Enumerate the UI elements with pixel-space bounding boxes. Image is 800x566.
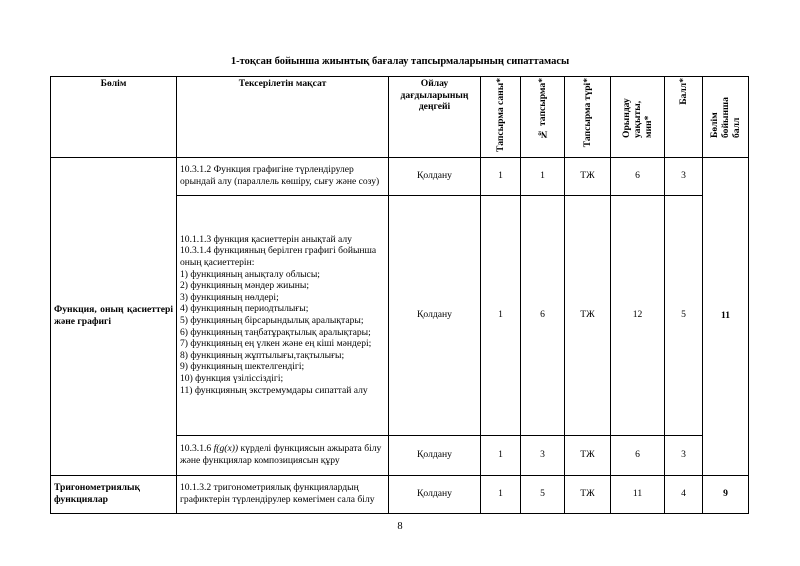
goal-line: 4) функцияның периодтылығы; [180, 303, 309, 315]
score-cell: 3 [665, 435, 703, 475]
page-title: 1-тоқсан бойынша жиынтық бағалау тапсырмаларының сипаттамасы [230, 56, 570, 67]
header-goal: Тексерілетін мақсат [177, 77, 389, 158]
goal-cell: 10.3.1.2 Функция графигіне түрлендірулер орындай алу (параллель көшіру, сығу және созу) [177, 157, 389, 195]
goal-line: 10) функция үзіліссіздігі; [180, 373, 284, 385]
count-cell: 1 [481, 435, 521, 475]
count-cell: 1 [481, 157, 521, 195]
header-task-type: Тапсырма түрі* [565, 77, 611, 158]
number-cell: 3 [521, 435, 565, 475]
time-cell: 11 [611, 475, 665, 513]
specification-table [50, 76, 749, 514]
table-row [51, 157, 749, 195]
goal-cell [177, 435, 389, 475]
level-cell: Қолдану [389, 195, 481, 435]
goal-prefix: 10.3.1.6 [180, 443, 212, 455]
goal-line: 3) функцияның нөлдері; [180, 291, 279, 303]
goal-line: 5) функцияның бірсарындылық аралықтары; [180, 315, 364, 327]
header-section-score: Бөлім бойынша балл [703, 77, 749, 158]
header-row [51, 77, 749, 158]
header-task-number: № тапсырма* [521, 77, 565, 158]
number-cell: 6 [521, 195, 565, 435]
level-cell: Қолдану [389, 475, 481, 513]
goal-line: 10.1.1.3 функция қасиеттерін анықтай алу [180, 233, 352, 245]
goal-text: күрделі функциясын ажырата білу және функциялар композициясын құру [180, 443, 382, 467]
section-total: 9 [703, 475, 749, 513]
count-cell: 1 [481, 195, 521, 435]
type-cell: ТЖ [565, 435, 611, 475]
goal-line: 6) функцияның таңбатұрақтылық аралықтары; [180, 326, 371, 338]
type-cell: ТЖ [565, 157, 611, 195]
goal-formula: f(g(x)) [213, 443, 239, 455]
score-cell: 4 [665, 475, 703, 513]
time-cell: 6 [611, 435, 665, 475]
goal-line: 10.3.1.4 функцияның берілген графигі бойынша оның қасиеттерін: [180, 245, 377, 269]
type-cell: ТЖ [565, 475, 611, 513]
section-name: Функция, оның қасиеттері және графигі [51, 157, 177, 475]
header-time: Орындау уақыты, мин* [611, 77, 665, 158]
score-cell: 3 [665, 157, 703, 195]
section-name: Тригонометриялық функциялар [51, 475, 177, 513]
goal-line: 8) функцияның жұптылығы,тақтылығы; [180, 349, 345, 361]
goal-line: 1) функцияның анықталу облысы; [180, 268, 320, 280]
header-task-count: Тапсырма саны* [481, 77, 521, 158]
number-cell: 1 [521, 157, 565, 195]
goal-line: 11) функцияның экстремумдары сипаттай алу [180, 384, 368, 396]
header-score: Балл* [665, 77, 703, 158]
count-cell: 1 [481, 475, 521, 513]
type-cell: ТЖ [565, 195, 611, 435]
goal-cell [177, 195, 389, 435]
level-cell: Қолдану [389, 157, 481, 195]
goal-cell: 10.1.3.2 тригонометриялық функциялардың графиктерін түрлендірулер көмегімен сала білу [177, 475, 389, 513]
header-section: Бөлім [51, 77, 177, 158]
header-level: Ойлау дағдыларының деңгейі [389, 77, 481, 158]
table-row [51, 475, 749, 513]
time-cell: 6 [611, 157, 665, 195]
goal-line: 9) функцияның шектелгендігі; [180, 361, 305, 373]
page-number: 8 [397, 521, 403, 532]
number-cell: 5 [521, 475, 565, 513]
section-total: 11 [703, 157, 749, 475]
level-cell: Қолдану [389, 435, 481, 475]
goal-line: 2) функцияның мәндер жиыны; [180, 280, 310, 292]
score-cell: 5 [665, 195, 703, 435]
goal-line: 7) функцияның ең үлкен және ең кіші мәндері; [180, 338, 372, 350]
time-cell: 12 [611, 195, 665, 435]
